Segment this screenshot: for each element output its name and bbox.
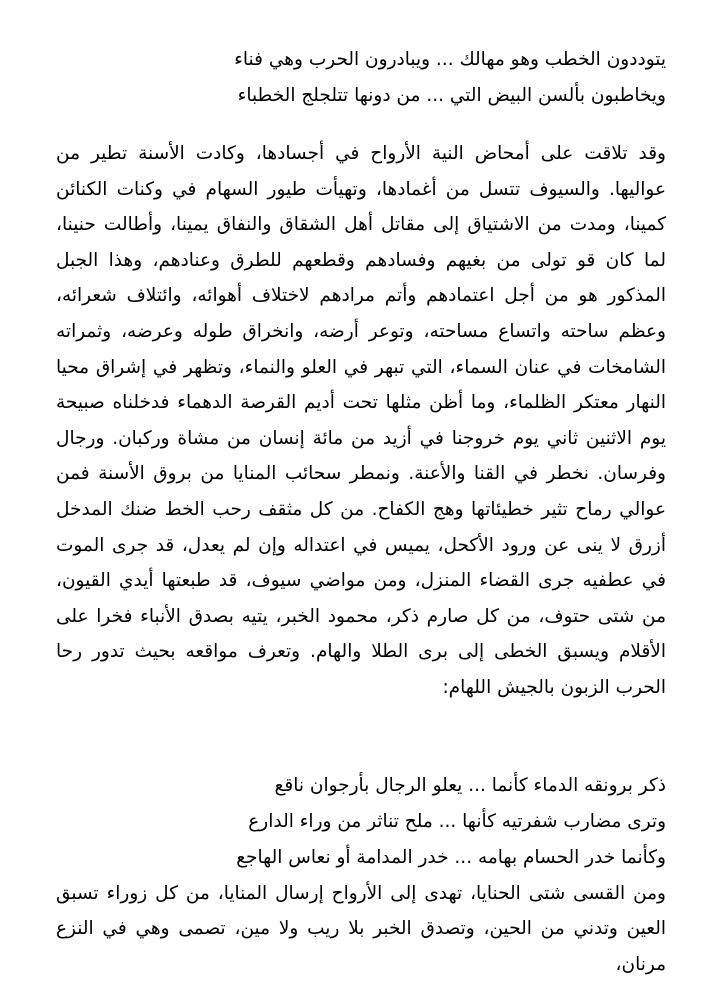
paragraph-main: وقد تلاقت على أمحاض النية الأرواح في أجسادها، وكادت الأسنة تطير من عواليها. والسيوف تتسل من أغمادها، وتهيأت طيور السهام في وكنات الكنائن كمينا، ومدت من الاشتياق إلى مقاتل أهل الشقاق والنفاق يمينا، وأطالت حنينا، لما كان قو تولى من بغيهم وفسادهم وقطعهم للطرق وعنادهم، وهذا الجبل المذكور هو من أجل اعتمادهم وأتم مرادهم لاختلاف أهوائه، وائتلاف شعرائه، وعظم ساحته واتساع مساحته، وتوعر أرضه، وانخراق طوله وعرضه، وثمراته الشامخات في عنان السماء، التي تبهر في العلو والنماء، وتظهر في إشراق محيا النهار معتكر الظلماء، وما أظن مثلها تحت أديم القرصة الدهماء فدخلناه صبيحة يوم الاثنين ثاني يوم خروجنا في أزيد من مائة إنسان من مشاة وركبان. ورجال وفرسان. نخطر في القنا والأعنة. ونمطر سحائب المنايا من بروق الأسنة فمن عوالي رماح تثير خطيئاتها وهج الكفاح. من كل مثقف رحب الخط ضنك المدخل أزرق لا ينى عن ورود الأكحل، يميس في اعتداله وإن لم يعدل، قد جرى الموت في عطفيه جرى القضاء المنزل، ومن مواضي سيوف، قد طبعتها أيدي القيون، من شتى حتوف، من كل صارم ذكر، محمود الخبر، يتيه بصدق الأنباء فخرا على الأقلام ويسبق الخطى إلى برى الطلا والهام. وتعرف مواقعه بحيث تدور رحا الحرب الزبون بالجيش اللهام: [56, 143, 666, 698]
verse-line: ذكر برونقه الدماء كأنما ... يعلو الرجال بأرجوان ناقع [274, 774, 666, 796]
verse-line: يتوددون الخطب وهو مهالك ... ويبادرون الحرب وهي فناء [234, 49, 666, 70]
poem-sword [56, 768, 666, 876]
verse-line: وترى مضارب شفرتيه كأنها ... ملح تناثر من وراء الدارع [248, 810, 666, 832]
paragraph-bows: ومن القسى شتى الحنايا، تهدى إلى الأرواح إرسال المنايا، من كل زوراء تسبق العين وتدني من الحين، وتصدق الخبر بلا ريب ولا مين، تصمى وهي في النزع مرنان، [56, 882, 666, 975]
verse-line: ويخاطبون بألسن البيض التي ... من دونها تتلجلج الخطباء [237, 85, 666, 106]
verse-line: وكأنما خدر الحسام بهامه ... خدر المدامة أو نعاس الهاجع [236, 846, 666, 868]
poem-opening [56, 42, 666, 114]
